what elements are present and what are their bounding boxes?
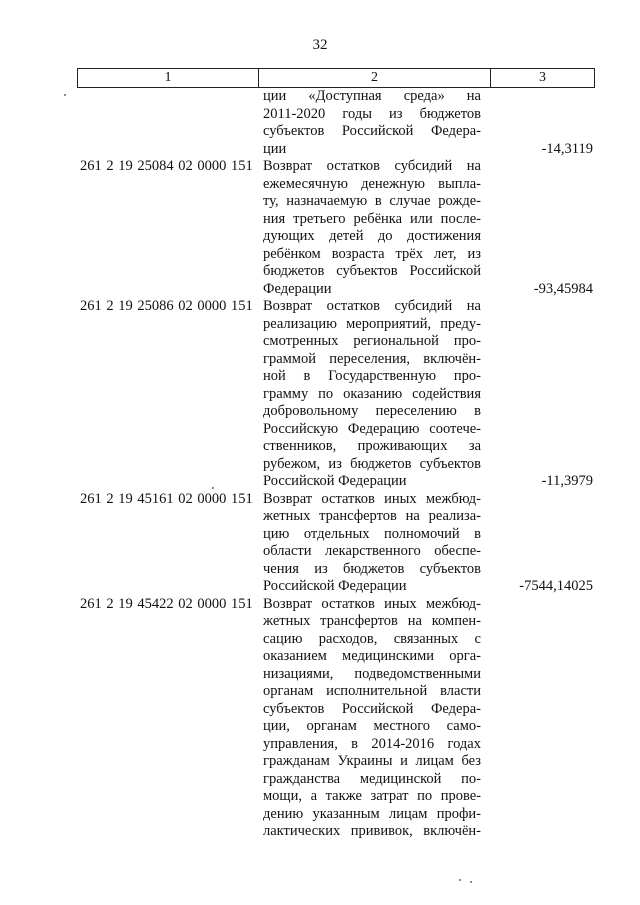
description-line: грамму по оказанию содействия	[263, 385, 481, 402]
description-line: смотренных региональной про-	[263, 333, 481, 349]
description-line: рубежом, из бюджетов субъектов	[263, 455, 481, 472]
description-line: гражданства медицинской по-	[263, 770, 481, 787]
description-line: ственников, проживающих за	[263, 438, 481, 454]
table-row-continuation	[0, 88, 640, 158]
description-line: реализацию мероприятий, преду-	[263, 315, 481, 332]
description-line: Возврат остатков субсидий на	[263, 298, 481, 314]
row-amount: -11,3979	[541, 473, 593, 489]
header-col-1: 1	[78, 69, 259, 87]
row-code: 261 2 19 25086 02 0000 151	[80, 298, 253, 314]
row-description	[263, 158, 481, 298]
row-amount: -14,3119	[541, 140, 593, 157]
description-line: субъектов Российской Федера-	[263, 123, 481, 139]
row-code: 261 2 19 45161 02 0000 151	[80, 490, 253, 507]
row-amount: -93,45984	[533, 280, 593, 297]
description-line: добровольному переселению в	[263, 403, 481, 419]
description-line: ции, органам местного само-	[263, 718, 481, 734]
table-header	[77, 68, 595, 88]
description-line: гражданам Украины и лицам без	[263, 753, 481, 769]
row-code: 261 2 19 25084 02 0000 151	[80, 158, 253, 174]
description-line: субъектов Российской Федера-	[263, 700, 481, 717]
description-line: Российскую Федерацию соотече-	[263, 420, 481, 437]
description-line: ребёнком возраста трёх лет, из	[263, 245, 481, 262]
description-line: низациями, подведомственными	[263, 665, 481, 682]
description-line: ции	[263, 140, 287, 157]
row-amount: -7544,14025	[519, 578, 593, 594]
table-row	[0, 491, 640, 596]
row-description	[263, 298, 481, 491]
description-line: ния третьего ребёнка или после-	[263, 210, 481, 227]
table-row	[0, 158, 640, 298]
scan-speck	[64, 94, 66, 96]
description-line: жетных трансфертов на компен-	[263, 613, 481, 629]
description-line: Федерации	[263, 280, 332, 297]
row-description	[263, 491, 481, 596]
row-description	[263, 88, 481, 158]
description-line: дению указанным лицам профи-	[263, 805, 481, 822]
description-line: граммой переселения, включён-	[263, 350, 481, 367]
description-line: ту, назначаемую в случае рожде-	[263, 193, 481, 209]
description-line: бюджетов субъектов Российской	[263, 263, 481, 279]
description-line: Российской Федерации	[263, 473, 407, 489]
description-line: области лекарственного обеспе-	[263, 543, 481, 559]
description-line: Российской Федерации	[263, 578, 407, 594]
header-col-3: 3	[539, 70, 546, 85]
row-code: 261 2 19 45422 02 0000 151	[80, 595, 253, 612]
header-col-2: 2	[259, 69, 491, 87]
description-line: мощи, а также затрат по прове-	[263, 788, 481, 804]
description-line: чения из бюджетов субъектов	[263, 560, 481, 577]
description-line: оказанием медицинскими орга-	[263, 648, 481, 664]
description-line: Возврат остатков иных межбюд-	[263, 595, 481, 612]
row-description	[263, 596, 481, 841]
scan-speck	[459, 879, 461, 881]
scan-speck	[470, 881, 472, 883]
description-line: ежемесячную денежную выпла-	[263, 175, 481, 192]
page-number: 32	[312, 37, 328, 53]
table-body	[0, 88, 640, 841]
description-line: 2011-2020 годы из бюджетов	[263, 105, 481, 122]
description-line: ной в Государственную про-	[263, 368, 481, 384]
description-line: Возврат остатков иных межбюд-	[263, 490, 481, 507]
description-line: сацию расходов, связанных с	[263, 630, 481, 647]
description-line: цию отдельных полномочий в	[263, 525, 481, 542]
description-line: жетных трансфертов на реализа-	[263, 508, 481, 524]
description-line: дующих детей до достижения	[263, 228, 481, 244]
table-row	[0, 298, 640, 491]
description-line: управления, в 2014-2016 годах	[263, 735, 481, 752]
description-line: органам исполнительной власти	[263, 683, 481, 699]
description-line: лактических прививок, включён-	[263, 823, 481, 839]
scan-speck	[212, 487, 214, 489]
table-row	[0, 596, 640, 841]
description-line: ции «Доступная среда» на	[263, 88, 481, 104]
description-line: Возврат остатков субсидий на	[263, 158, 481, 174]
